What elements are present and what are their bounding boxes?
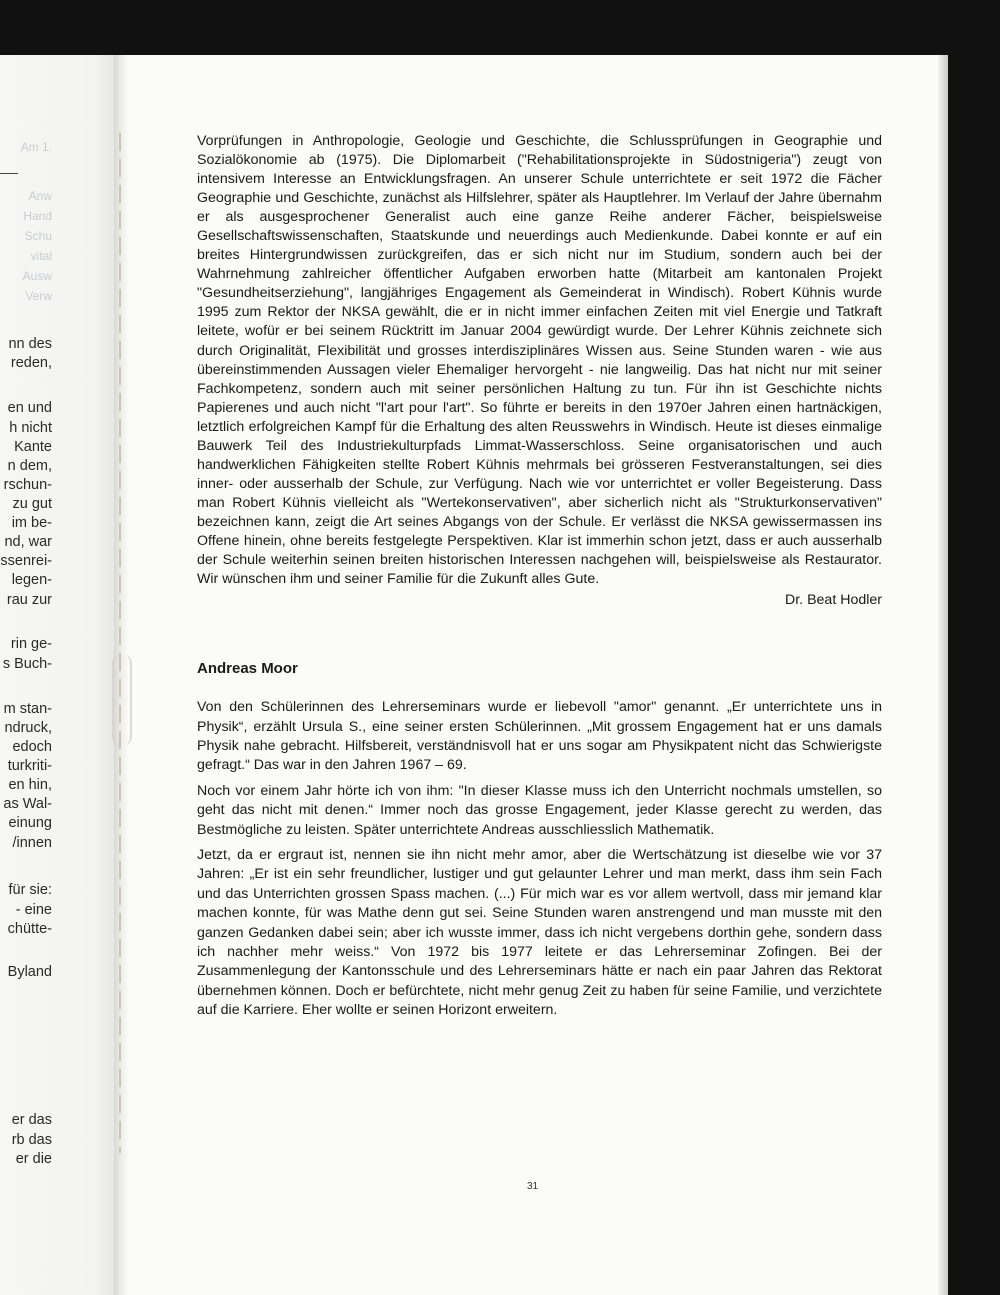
left-line: h nicht	[9, 420, 52, 436]
page-number: 31	[527, 1181, 539, 1192]
left-line: er das	[11, 1112, 52, 1128]
article-paragraph: Jetzt, da er ergraut ist, nennen sie ihn nicht mehr amor, aber die Wertschätzung ist dieselbe wie vor 37 Jahren: „Er ist ein sehr freundlicher, lustiger und gut gelaunter Lehrer und man merkt, dass ihm sein Fach und das Unterrichten grossen Spass machen. (...) Für mich war es vor allem wertvoll, dass mir jemand klar machen konnte, für was Mathe denn gut sei. Seine Stunden waren anstrengend und man musste mit den ganzen Gedanken dabei sein; aber ich wusste immer, dass ich nicht vergebens dorthin gehe, sondern dass ich nachher mehr weiss.“ Von 1972 bis 1977 leitete er das Lehrerseminar Zofingen. Bei der Zusammenlegung der Kantonsschule und des Lehrerseminars hätte er nach ein paar Jahren das Rektorat übernehmen können. Doch er befürchtete, nicht mehr genug Zeit zu haben für seine Familie, und verzichtete auf die Karriere. Eher wollte er seinen Horizont erweitern.	[197, 846, 882, 1019]
left-page	[0, 55, 118, 1295]
left-line: für sie:	[8, 882, 52, 898]
scanned-page-spread	[0, 55, 948, 1295]
left-line: m stan-	[3, 701, 52, 717]
left-faint-line: Verw	[25, 289, 52, 303]
left-line: nd, war	[4, 534, 52, 550]
article-paragraph: Noch vor einem Jahr hörte ich von ihm: "In dieser Klasse muss ich den Unterricht nochmals umstellen, so geht das nicht mit denen.“ Immer noch das grosse Engagement, jeder Klasse gerecht zu werden, das Bestmögliche zu leisten. Später unterrichtete Andreas ausschliesslich Mathematik.	[197, 782, 882, 838]
left-line: /innen	[12, 835, 52, 851]
left-faint-line: Ausw	[22, 269, 52, 283]
article-paragraph: Vorprüfungen in Anthropologie, Geologie und Geschichte, die Schlussprüfungen in Geographie und Sozialökonomie ab (1975). Die Diplomarbeit ("Rehabilitationsprojekte in Südostnigeria") zeugt von intensivem Interesse an Entwicklungsfragen. An unserer Schule unterrichtete er seit 1972 die Fächer Geographie und Geschichte, zunächst als Hilfslehrer, später als Hauptlehrer. Im Verlauf der Jahre übernahm er als ausgesprochener Generalist auch eine ganze Reihe anderer Fächer, beispielsweise Gesellschaftswissenschaften, Staatskunde und neuerdings auch Medienkunde. Dabei konnte er auf ein breites Hintergrundwissen zurückgreifen, das er sich nicht nur im Studium, sondern auch bei der Wahrnehmung zahlreicher öffentlicher Aufgaben erworben hatte (Mitarbeit am kantonalen Projekt "Gesundheitserziehung", langjähriges Engagement als Gemeinderat in Windisch). Robert Kühnis wurde 1995 zum Rektor der NKSA gewählt, die er in nicht immer einfachen Zeiten mit viel Energie und Tatkraft leitete, wofür er bei seinem Rücktritt im Januar 2004 gewürdigt wurde. Der Lehrer Kühnis zeichnete sich durch Originalität, Flexibilität und grosses interdisziplinäres Wissen aus. Seine Stunden waren - wie aus übereinstimmenden Aussagen vieler Ehemaliger hervorgeht - nie langweilig. Das hat nicht nur mit seiner Fachkompetenz, sondern auch mit seiner persönlichen Haltung zu tun. Für ihn ist Geschichte nichts Papierenes und auch nicht "l'art pour l'art". So führte er bereits in den 1970er Jahren einen hartnäckigen, letztlich erfolgreichen Kampf für die Erhaltung des alten Reusswehrs in Windisch. Heute ist dieses einmalige Bauwerk Teil des Industriekulturpfads Limmat-Wasserschloss. Seine organisatorischen und auch handwerklichen Fähigkeiten stellte Robert Kühnis mehrmals bei grösseren Festveranstaltungen, sei dies inner- oder ausserhalb der Schule, zur Verfügung. Nach wie vor unterrichtet er voller Begeisterung. Dass man Robert Kühnis vielleicht als "Wertekonservativen", aber sicherlich nicht als "Strukturkonservativen" bezeichnen kann, zeigt die Art seines Abgangs von der Schule. Er verlässt die NKSA gewissermassen ins Offene hinein, ohne bereits festgelegte Perspektiven. Klar ist immerhin schon jetzt, dass er auch ausserhalb der Schule weiterhin seinen breiten historischen Interessen nachgehen will, beispielsweise als Restaurator. Wir wünschen ihm und seiner Familie für die Zukunft alles Gute.	[197, 133, 882, 588]
author-signature: Dr. Beat Hodler	[785, 592, 882, 609]
left-line: en und	[7, 400, 52, 416]
left-line: er die	[15, 1151, 52, 1167]
left-faint-line: Am 1.	[20, 140, 52, 154]
left-line: im be-	[11, 515, 52, 531]
left-line: rb das	[11, 1132, 52, 1148]
left-line: en hin,	[8, 777, 52, 793]
binding-knot	[112, 655, 132, 745]
left-line: rau zur	[6, 592, 52, 608]
left-line: einung	[8, 815, 52, 831]
left-line: nn des	[8, 336, 52, 352]
left-line: legen-	[11, 572, 52, 588]
left-line: zu gut	[12, 496, 52, 512]
left-faint-line: Schu	[24, 229, 52, 243]
article-column	[197, 132, 882, 1027]
left-faint-line: Hand	[23, 209, 52, 223]
left-faint-line: Anw	[28, 189, 52, 203]
binding-thread	[119, 133, 121, 1153]
article-paragraph: Von den Schülerinnen des Lehrerseminars wurde er liebevoll "amor" genannt. „Er unterrichtete uns in Physik“, erzählt Ursula S., eine seiner ersten Schülerinnen. „Mit grossem Engagement hat er uns damals Physik nahe gebracht. Hilfsbereit, verständnisvoll hat er uns sogar am Physikpatent nicht das Schwierigste gefragt.“ Das war in den Jahren 1967 – 69.	[197, 699, 882, 774]
left-line: - eine	[15, 902, 52, 918]
left-line: reden,	[10, 355, 52, 371]
left-line: edoch	[12, 739, 52, 755]
left-line: rin ge-	[10, 636, 52, 652]
left-line: ssenrei-	[0, 553, 52, 569]
left-line: chütte-	[7, 921, 52, 937]
left-line: as Wal-	[3, 796, 52, 812]
left-line: turkriti-	[7, 758, 52, 774]
left-line: n dem,	[7, 458, 52, 474]
section-heading: Andreas Moor	[197, 660, 298, 678]
left-faint-line: vital	[30, 249, 52, 263]
left-line: s Buch-	[2, 656, 52, 672]
left-line: rschun-	[3, 477, 52, 493]
left-line: ndruck,	[4, 720, 52, 736]
left-line: Kante	[14, 439, 52, 455]
left-page-text	[0, 55, 52, 1295]
page-edge	[938, 55, 948, 1295]
left-line: Byland	[7, 964, 52, 980]
